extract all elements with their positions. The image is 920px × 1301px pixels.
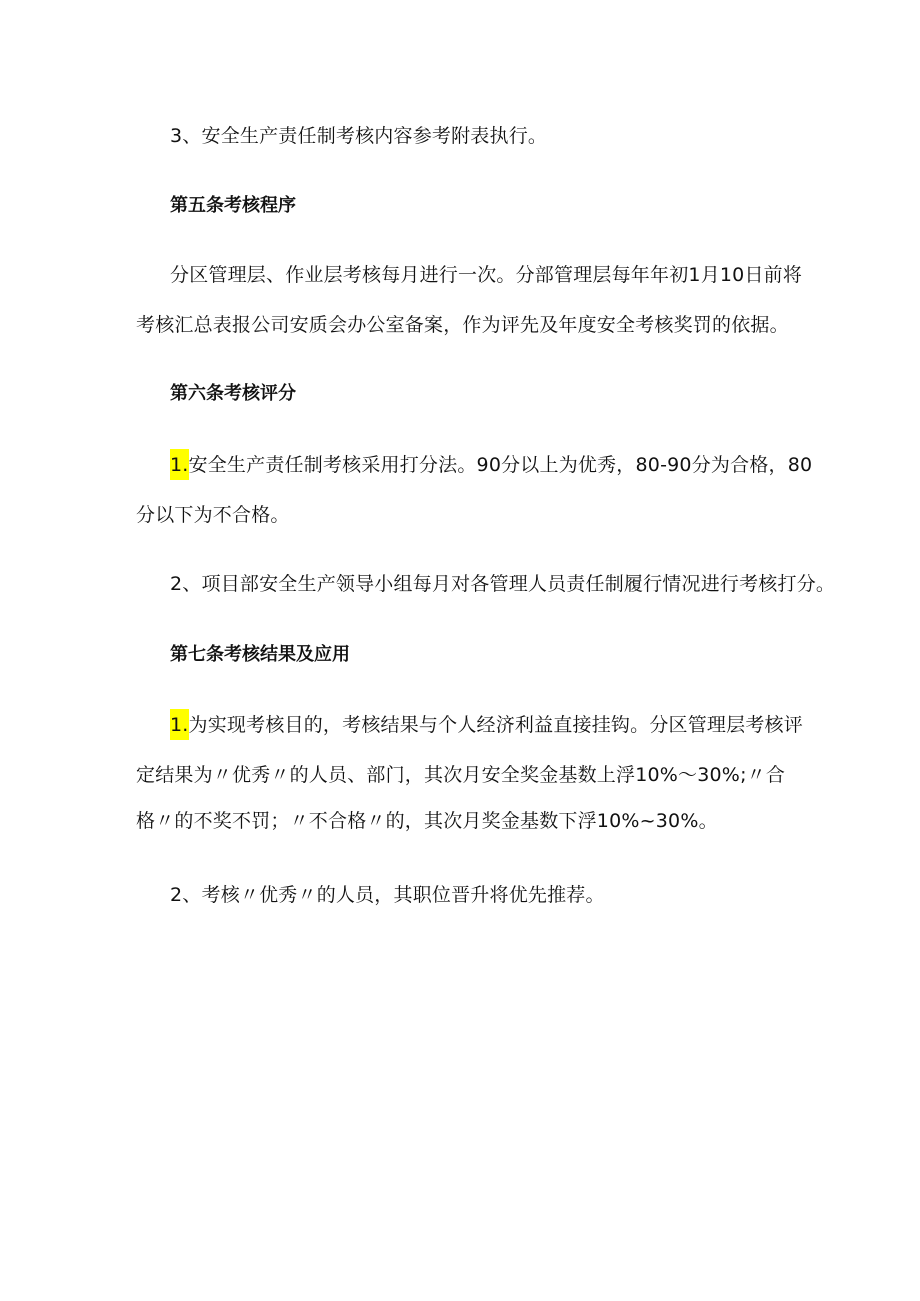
highlighted-list-number: 1.	[170, 449, 189, 480]
results-text: 为实现考核目的，考核结果与个人经济利益直接挂钩。分区管理层考核评	[188, 714, 803, 736]
heading-article-7: 第七条考核结果及应用	[170, 644, 350, 665]
paragraph-procedure-line-1: 分区管理层、作业层考核每月进行一次。分部管理层每年年初1月10日前将	[170, 264, 803, 286]
paragraph-assessment-content: 3、安全生产责任制考核内容参考附表执行。	[170, 125, 548, 147]
highlighted-list-number: 1.	[170, 709, 189, 740]
paragraph-scoring-line-1	[170, 451, 812, 480]
paragraph-procedure-line-2: 考核汇总表报公司安质会办公室备案，作为评先及年度安全考核奖罚的依据。	[136, 314, 789, 336]
paragraph-monthly-scoring: 2、项目部安全生产领导小组每月对各管理人员责任制履行情况进行考核打分。	[170, 573, 836, 595]
paragraph-scoring-line-2: 分以下为不合格。	[136, 504, 290, 526]
paragraph-results-line-1	[170, 711, 803, 740]
paragraph-results-line-2: 定结果为〃优秀〃的人员、部门，其次月安全奖金基数上浮10%～30%;〃合	[136, 764, 786, 786]
paragraph-promotion: 2、考核〃优秀〃的人员，其职位晋升将优先推荐。	[170, 884, 605, 906]
heading-article-5: 第五条考核程序	[170, 195, 296, 216]
scoring-text: 安全生产责任制考核采用打分法。90分以上为优秀，80-90分为合格，80	[188, 454, 813, 476]
heading-article-6: 第六条考核评分	[170, 383, 296, 404]
paragraph-results-line-3: 格〃的不奖不罚；〃不合格〃的，其次月奖金基数下浮10%~30%。	[136, 810, 718, 832]
